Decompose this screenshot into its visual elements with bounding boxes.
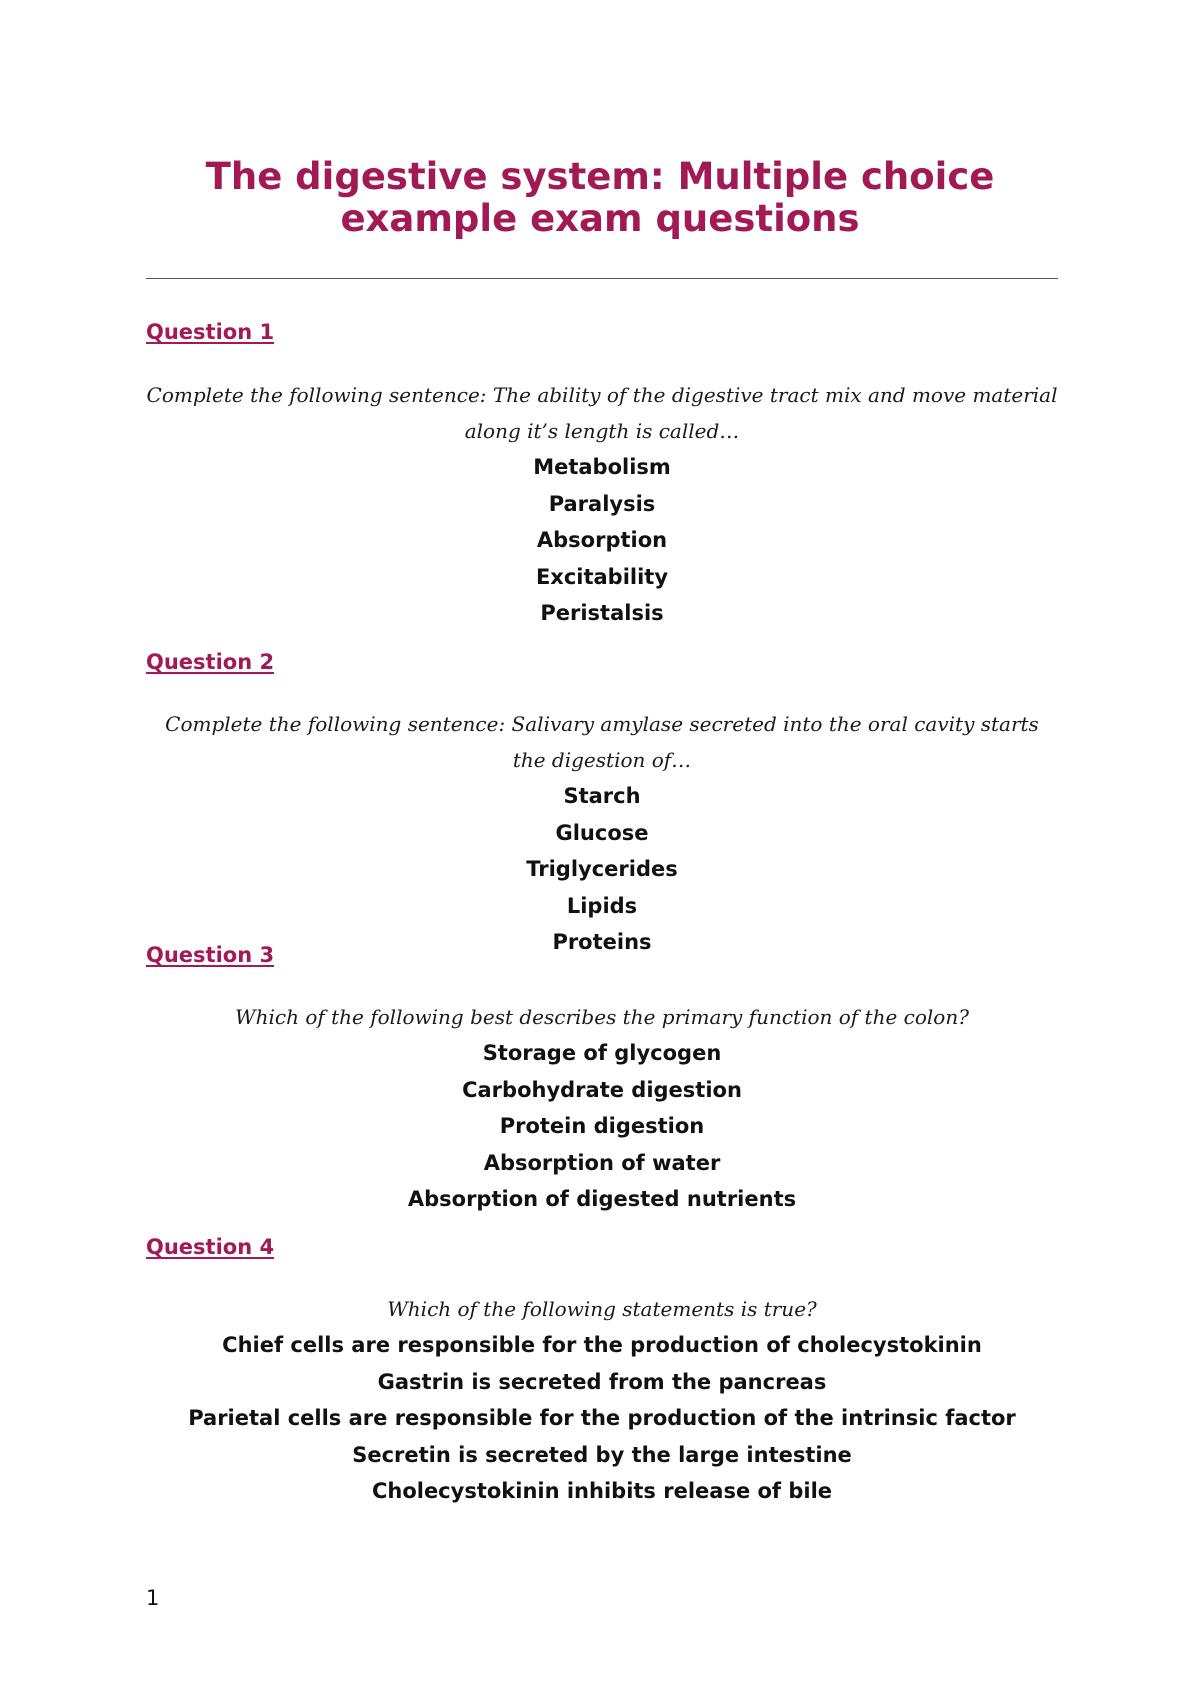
answer-option: Protein digestion: [499, 1114, 705, 1138]
question-2-text: Complete the following sentence: Salivary amylase secreted into the oral cavity starts the digestion of…: [165, 712, 1039, 772]
question-3-text: Which of the following best describes the primary function of the colon?: [235, 1005, 969, 1029]
answer-option: Peristalsis: [540, 601, 664, 625]
question-3-options: [146, 1035, 1058, 1218]
answer-option: Chief cells are responsible for the production of cholecystokinin: [222, 1333, 982, 1357]
answer-option: Proteins: [552, 930, 652, 954]
question-1-heading: Question 1: [146, 320, 275, 344]
answer-option: Metabolism: [533, 455, 671, 479]
question-2-body: [146, 706, 1058, 961]
question-3-heading: Question 3: [146, 943, 275, 967]
answer-option: Parietal cells are responsible for the production of the intrinsic factor: [188, 1406, 1016, 1430]
question-4-body: [146, 1291, 1058, 1510]
answer-option: Absorption of water: [483, 1150, 721, 1175]
title-divider: [146, 278, 1058, 279]
question-3-body: [146, 999, 1058, 1218]
answer-option: Secretin is secreted by the large intestine: [352, 1442, 852, 1467]
answer-option: Storage of glycogen: [482, 1041, 722, 1065]
answer-option: Cholecystokinin inhibits release of bile: [371, 1479, 833, 1503]
answer-option: Triglycerides: [526, 857, 678, 881]
page-title: The digestive system: Multiple choice example exam questions: [205, 155, 995, 240]
answer-option: Gastrin is secreted from the pancreas: [377, 1369, 827, 1394]
question-4-heading: Question 4: [146, 1235, 275, 1259]
answer-option: Lipids: [566, 893, 638, 918]
question-4-text: Which of the following statements is true?: [387, 1297, 817, 1321]
question-4-options: [146, 1327, 1058, 1510]
question-1-text: Complete the following sentence: The ability of the digestive tract mix and move material along it’s length is called…: [146, 383, 1058, 443]
question-1-options: [146, 449, 1058, 632]
question-2-options: [146, 778, 1058, 961]
answer-option: Starch: [563, 784, 641, 808]
question-1-body: [146, 377, 1058, 632]
answer-option: Glucose: [555, 820, 649, 845]
answer-option: Carbohydrate digestion: [462, 1077, 742, 1102]
answer-option: Absorption: [536, 528, 668, 552]
page-number: 1: [146, 1586, 160, 1610]
answer-option: Excitability: [535, 564, 669, 589]
answer-option: Paralysis: [548, 491, 656, 516]
answer-option: Absorption of digested nutrients: [407, 1187, 797, 1211]
question-2-heading: Question 2: [146, 650, 275, 674]
